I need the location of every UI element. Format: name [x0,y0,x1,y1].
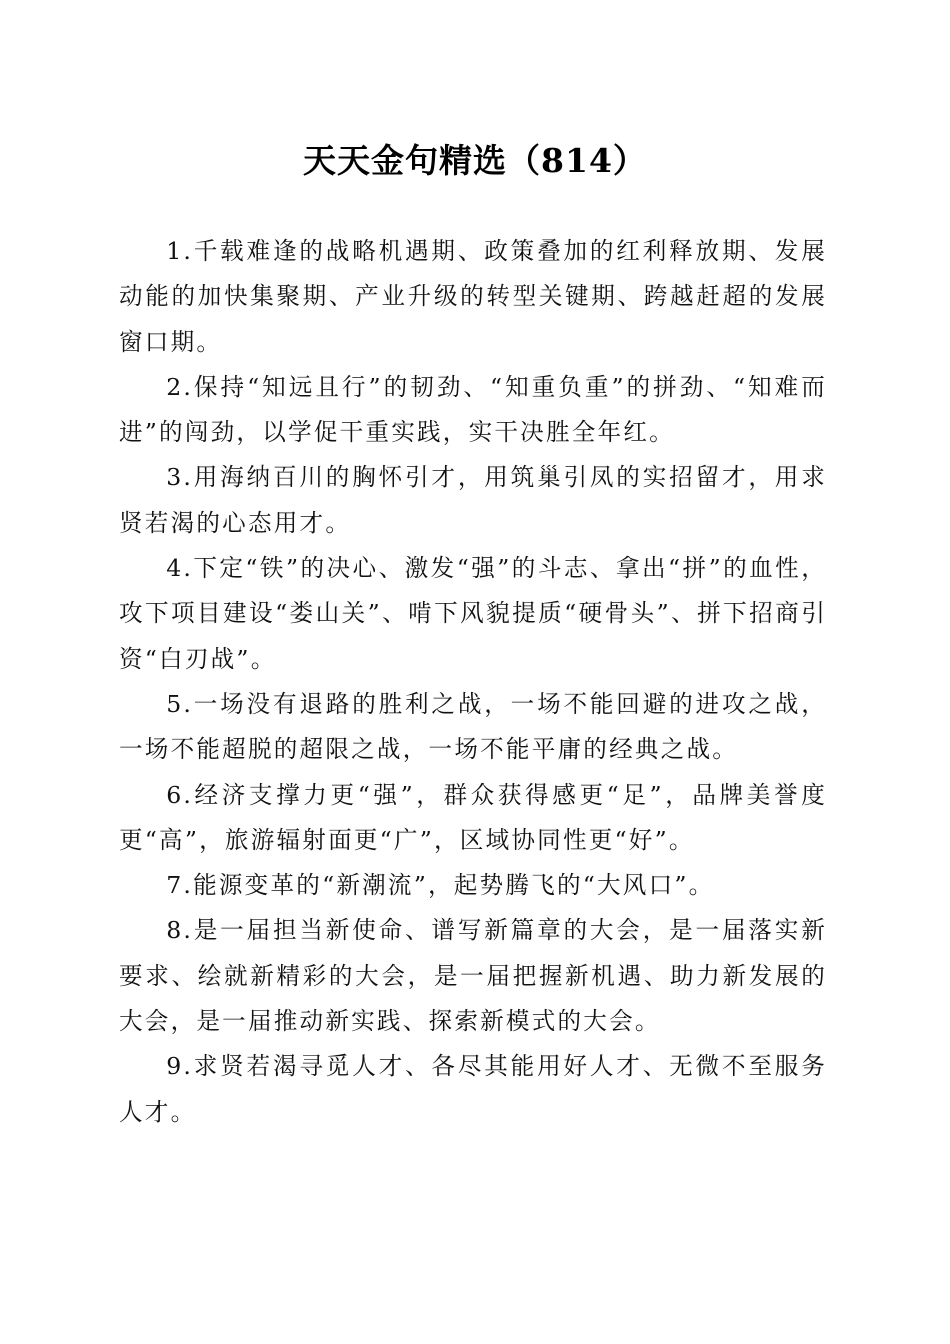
list-item: 6.经济支撑力更“强”，群众获得感更“足”，品牌美誉度更“高”，旅游辐射面更“广”，区域协同性更“好”。 [119,780,827,854]
list-item: 4.下定“铁”的决心、激发“强”的斗志、拿出“拼”的血性，攻下项目建设“娄山关”、啃下风貌提质“硬骨头”、拼下招商引资“白刃战”。 [119,554,827,673]
document-body [119,229,827,1135]
list-item: 9.求贤若渴寻觅人才、各尽其能用好人才、无微不至服务人才。 [119,1052,827,1126]
list-item: 1.千载难逢的战略机遇期、政策叠加的红利释放期、发展动能的加快集聚期、产业升级的转型关键期、跨越赶超的发展窗口期。 [119,237,827,356]
list-item: 3.用海纳百川的胸怀引才，用筑巢引凤的实招留才，用求贤若渴的心态用才。 [119,463,827,537]
list-item: 2.保持“知远且行”的韧劲、“知重负重”的拼劲、“知难而进”的闯劲，以学促干重实践，实干决胜全年红。 [119,372,827,447]
list-item: 5.一场没有退路的胜利之战，一场不能回避的进攻之战，一场不能超脱的超限之战，一场不能平庸的经典之战。 [119,689,827,764]
document-title: 天天金句精选（814） [303,141,647,180]
list-item: 7.能源变革的“新潮流”，起势腾飞的“大风口”。 [166,871,715,900]
list-item: 8.是一届担当新使命、谱写新篇章的大会，是一届落实新要求、绘就新精彩的大会，是一届把握新机遇、助力新发展的大会，是一届推动新实践、探索新模式的大会。 [119,916,827,1036]
